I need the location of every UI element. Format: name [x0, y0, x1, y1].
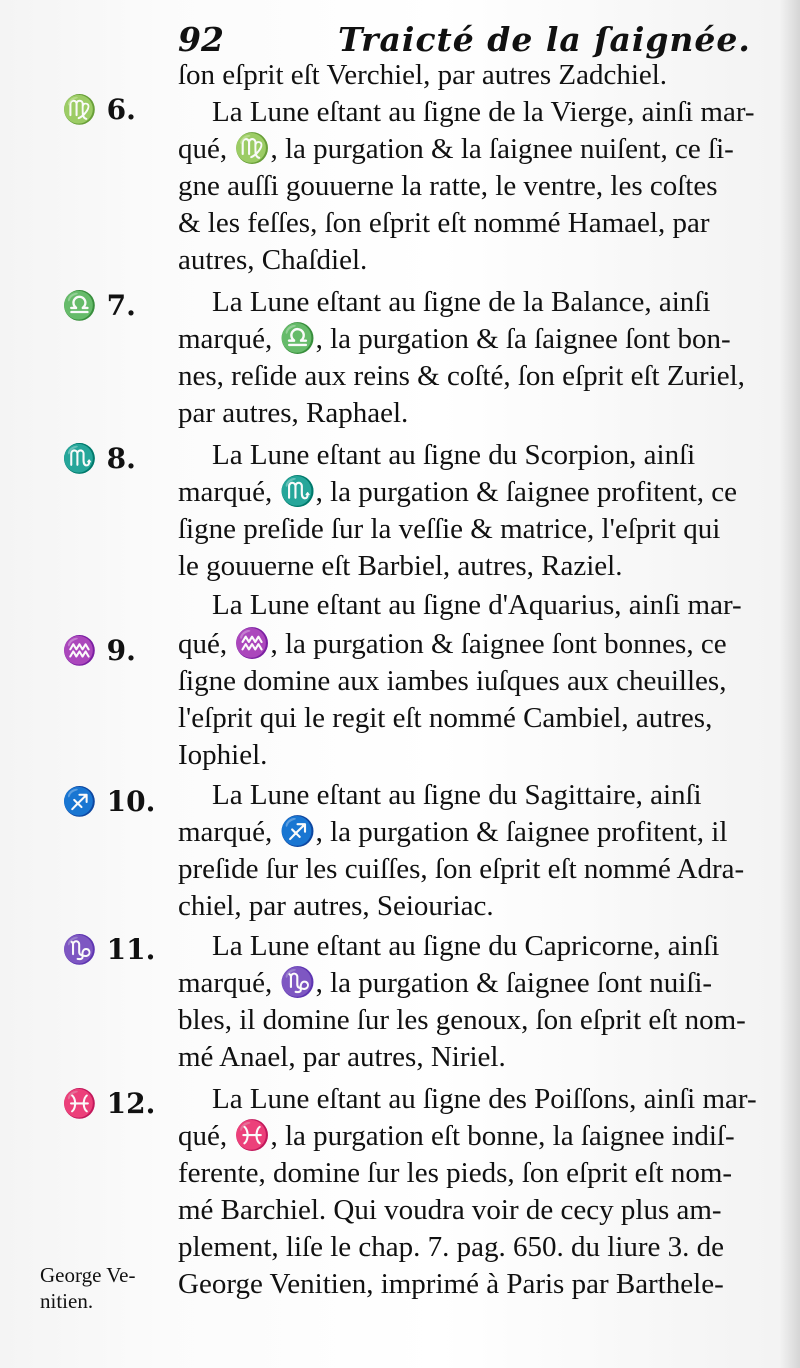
text-line: chiel, par autres, Seiouriac. — [178, 890, 494, 922]
text-line: bles, il domine ſur les genoux, ſon eſprit eſt nom- — [178, 1004, 746, 1036]
text-line: George Venitien, imprimé à Paris par Barthele- — [178, 1268, 724, 1300]
text-line: La Lune eſtant au ſigne de la Vierge, ainſi mar- — [212, 96, 755, 128]
text-line: La Lune eſtant au ſigne d'Aquarius, ainſi mar- — [212, 589, 742, 621]
text-line: qué, ♒, la purgation & ſaignee ſont bonnes, ce — [178, 628, 727, 660]
text-line: qué, ♓, la purgation eſt bonne, la ſaignee indiſ- — [178, 1120, 735, 1152]
text-line: marqué, ♑, la purgation & ſaignee ſont nuiſi- — [178, 967, 713, 999]
page-number: 92 — [178, 20, 224, 59]
text-line: La Lune eſtant au ſigne de la Balance, ainſi — [212, 286, 711, 318]
text-line: & les feſſes, ſon eſprit eſt nommé Hamael, par — [178, 207, 710, 239]
margin-sign-pisces: ♓ 12. — [62, 1087, 156, 1120]
text-line: La Lune eſtant au ſigne du Capricorne, ainſi — [212, 930, 720, 962]
text-line: mé Barchiel. Qui voudra voir de cecy plus am- — [178, 1194, 722, 1226]
text-line: ferente, domine ſur les pieds, ſon eſprit eſt nom- — [178, 1157, 733, 1189]
text-line: marqué, ♎, la purgation & ſa ſaignee ſont bon- — [178, 323, 731, 355]
text-line: ſigne domine aux iambes iuſques aux cheuilles, — [178, 665, 727, 697]
running-title: Traicté de la ſaignée. — [338, 20, 751, 59]
text-line: ſigne preſide ſur la veſſie & matrice, l'eſprit qui — [178, 513, 721, 545]
text-line: La Lune eſtant au ſigne du Scorpion, ainſi — [212, 439, 696, 471]
text-line: Iophiel. — [178, 739, 268, 771]
margin-sign-libra: ♎ 7. — [62, 289, 136, 322]
text-line: marqué, ♐, la purgation & ſaignee profitent, il — [178, 816, 728, 848]
text-line: gne auſſi gouuerne la ratte, le ventre, les coſtes — [178, 170, 718, 202]
text-line: plement, liſe le chap. 7. pag. 650. du liure 3. de — [178, 1231, 725, 1263]
text-line: preſide ſur les cuiſſes, ſon eſprit eſt nommé Adra- — [178, 853, 745, 885]
text-line: mé Anael, par autres, Niriel. — [178, 1041, 506, 1073]
margin-note-line: nitien. — [40, 1289, 94, 1313]
margin-sign-scorpio: ♏ 8. — [62, 442, 136, 475]
margin-sign-virgo: ♍ 6. — [62, 93, 136, 126]
margin-note — [40, 1262, 180, 1314]
text-line: marqué, ♏, la purgation & ſaignee profitent, ce — [178, 476, 738, 508]
text-line: La Lune eſtant au ſigne des Poiſſons, ainſi mar- — [212, 1083, 757, 1115]
text-line: nes, reſide aux reins & coſté, ſon eſprit eſt Zuriel, — [178, 360, 745, 392]
text-line: La Lune eſtant au ſigne du Sagittaire, ainſi — [212, 779, 702, 811]
margin-sign-sagittarius: ♐ 10. — [62, 785, 156, 818]
text-line: le gouuerne eſt Barbiel, autres, Raziel. — [178, 550, 623, 582]
text-line: ſon eſprit eſt Verchiel, par autres Zadchiel. — [178, 59, 668, 91]
text-line: par autres, Raphael. — [178, 397, 409, 429]
text-line: qué, ♍, la purgation & la ſaignee nuiſent, ce ſi- — [178, 133, 734, 165]
margin-sign-capricorn: ♑ 11. — [62, 933, 156, 966]
margin-note-line: George Ve- — [40, 1263, 136, 1287]
text-line: l'eſprit qui le regit eſt nommé Cambiel, autres, — [178, 702, 713, 734]
margin-sign-aquarius: ♒ 9. — [62, 634, 136, 667]
text-line: autres, Chaſdiel. — [178, 244, 368, 276]
